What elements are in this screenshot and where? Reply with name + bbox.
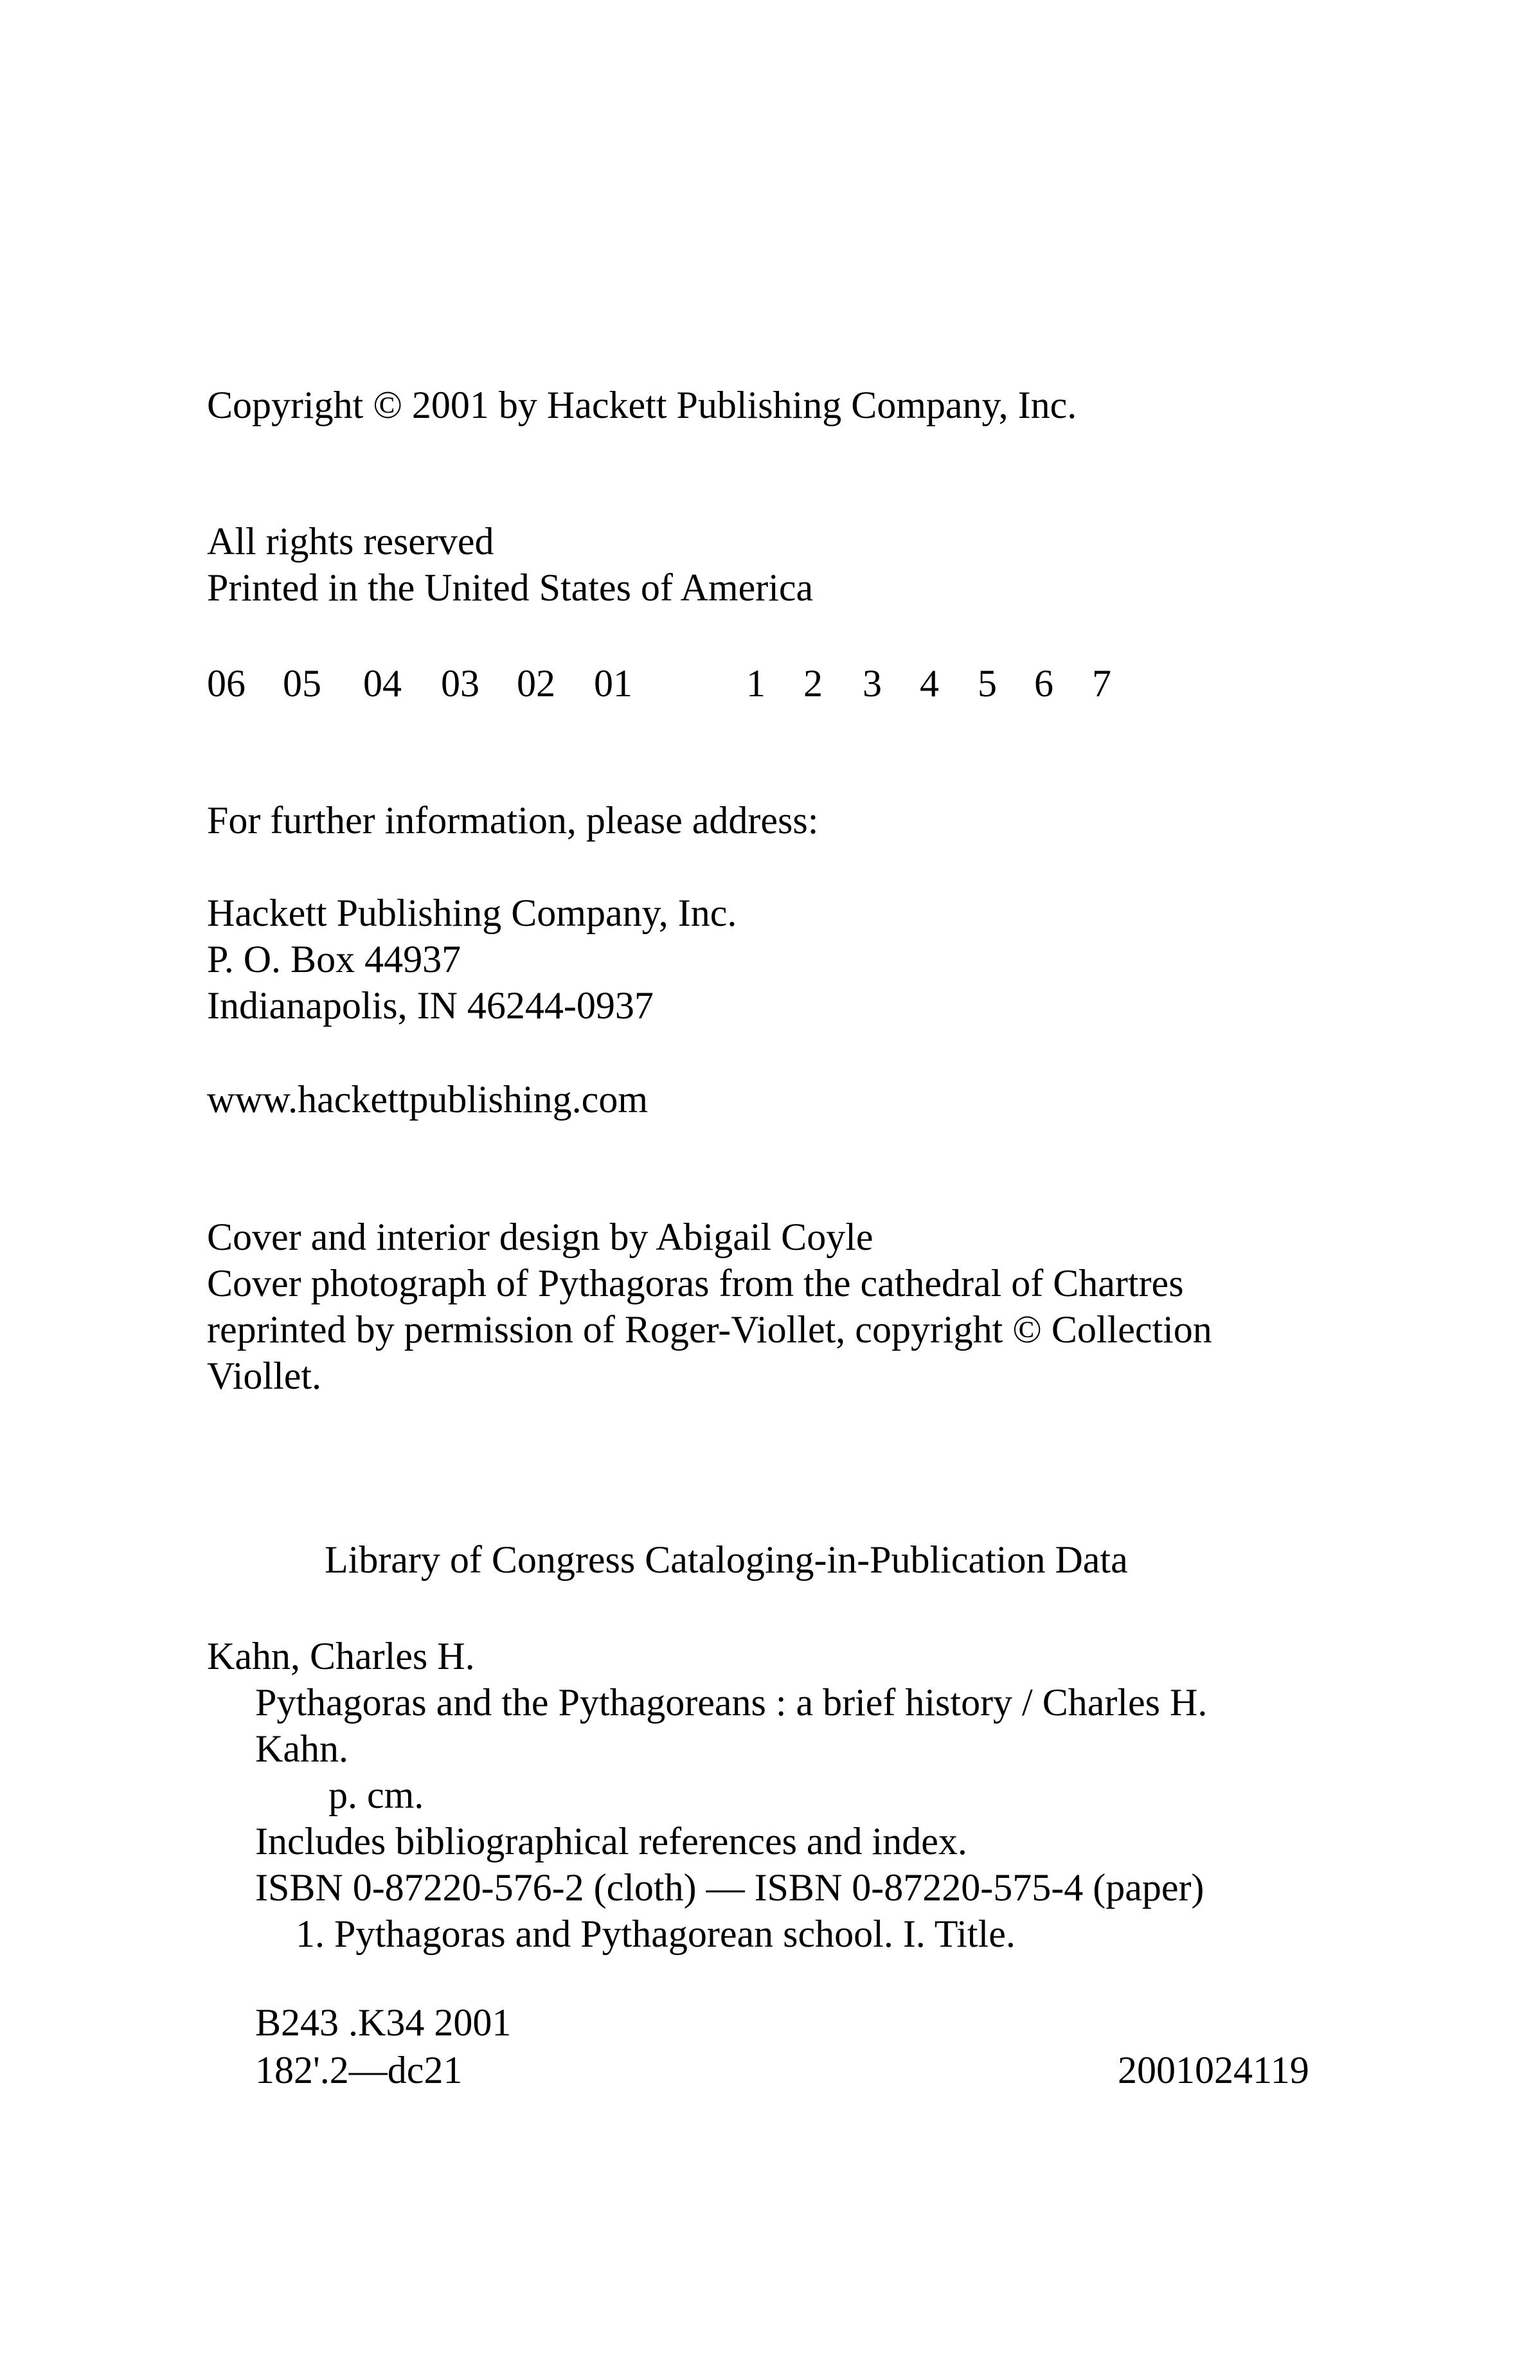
printing-number: 5 — [978, 662, 997, 705]
city-state-zip: Indianapolis, IN 46244-0937 — [207, 984, 654, 1027]
cip-author: Kahn, Charles H. — [207, 1635, 475, 1677]
cip-lccn: 2001024119 — [1118, 2049, 1309, 2091]
cip-dewey: 182'.2—dc21 — [255, 2049, 463, 2091]
cip-includes: Includes bibliographical references and index. — [255, 1820, 967, 1862]
copyright-notice: Copyright © 2001 by Hackett Publishing Company, Inc. — [207, 384, 1077, 426]
cip-call-number: B243 .K34 2001 — [255, 2001, 512, 2044]
website: www.hackettpublishing.com — [207, 1078, 648, 1121]
printing-year: 02 — [517, 662, 555, 705]
printing-number: 1 — [746, 662, 766, 705]
printing-year: 04 — [363, 662, 402, 705]
printing-year: 01 — [594, 662, 632, 705]
photo-credit-line-3: Viollet. — [207, 1355, 322, 1397]
design-credit: Cover and interior design by Abigail Coyle — [207, 1216, 873, 1258]
rights-reserved: All rights reserved — [207, 520, 494, 563]
printing-number: 6 — [1034, 662, 1053, 705]
photo-credit-line-1: Cover photograph of Pythagoras from the cathedral of Chartres — [207, 1262, 1184, 1304]
cip-heading: Library of Congress Cataloging-in-Publication Data — [325, 1538, 1128, 1581]
cip-title-line-2: Kahn. — [255, 1727, 348, 1770]
printing-number: 2 — [803, 662, 823, 705]
printed-in: Printed in the United States of America — [207, 566, 814, 609]
photo-credit-line-2: reprinted by permission of Roger-Viollet, copyright © Collection — [207, 1308, 1212, 1351]
po-box: P. O. Box 44937 — [207, 938, 461, 980]
printing-year: 06 — [207, 662, 246, 705]
cip-pages: p. cm. — [328, 1774, 424, 1816]
cip-subjects: 1. Pythagoras and Pythagorean school. I. Title. — [296, 1913, 1016, 1955]
printing-year: 05 — [283, 662, 321, 705]
publisher-name: Hackett Publishing Company, Inc. — [207, 892, 737, 934]
printing-number: 7 — [1092, 662, 1111, 705]
printing-number: 4 — [920, 662, 939, 705]
printing-number: 3 — [863, 662, 882, 705]
cip-isbn: ISBN 0-87220-576-2 (cloth) — ISBN 0-87220-575-4 (paper) — [255, 1866, 1204, 1909]
cip-title-line-1: Pythagoras and the Pythagoreans : a brief history / Charles H. — [255, 1681, 1208, 1724]
address-intro: For further information, please address: — [207, 799, 819, 842]
printing-year: 03 — [441, 662, 479, 705]
